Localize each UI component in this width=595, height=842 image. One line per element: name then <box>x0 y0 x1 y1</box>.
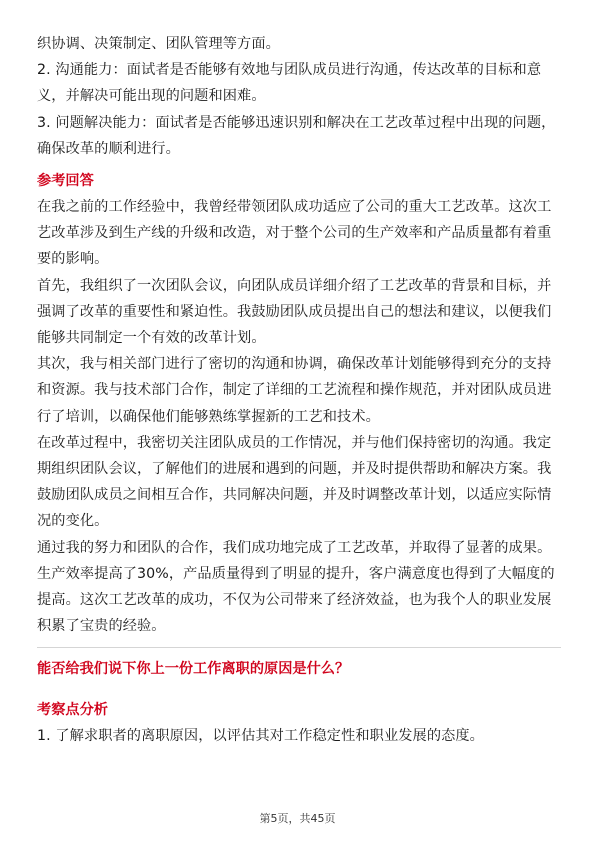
answer-paragraph-3: 其次，我与相关部门进行了密切的沟通和协调，确保改革计划能够得到充分的支持和资源。我与技术部门合作，制定了详细的工艺流程和操作规范，并对团队成员进行了培训，以确保他们能够熟练掌握新的工艺和技术。 <box>37 356 552 425</box>
analysis-point-1: 1. 了解求职者的离职原因，以评估其对工作稳定性和职业发展的态度。 <box>37 727 484 744</box>
question-title: 能否给我们说下你上一份工作离职的原因是什么？ <box>37 661 350 678</box>
answer-paragraph-4: 在改革过程中，我密切关注团队成员的工作情况，并与他们保持密切的沟通。我定期组织团队会议，了解他们的进展和遇到的问题，并及时提供帮助和解决方案。我鼓励团队成员之间相互合作，共同解决问题，并及时调整改革计划，以适应实际情况的变化。 <box>37 434 552 530</box>
intro-tail-text: 织协调、决策制定、团队管理等方面。 <box>37 36 280 52</box>
point-2-text: 2. 沟通能力：面试者是否能够有效地与团队成员进行沟通，传达改革的目标和意义，并解决可能出现的问题和困难。 <box>37 62 542 105</box>
answer-paragraph-1: 在我之前的工作经验中，我曾经带领团队成功适应了公司的重大工艺改革。这次工艺改革涉及到生产线的升级和改造，对于整个公司的生产效率和产品质量都有着重要的影响。 <box>37 199 552 268</box>
page-number: 第5页，共45页 <box>259 812 336 825</box>
answer-paragraph-5: 通过我的努力和团队的合作，我们成功地完成了工艺改革，并取得了显著的成果。生产效率提高了30%，产品质量得到了明显的提升，客户满意度也得到了大幅度的提高。这次工艺改革的成功，不仅为公司带来了经济效益，也为我个人的职业发展积累了宝贵的经验。 <box>37 539 555 635</box>
document-page <box>37 0 561 749</box>
answer-heading: 参考回答 <box>37 173 94 190</box>
point-3-text: 3. 问题解决能力：面试者是否能够迅速识别和解决在工艺改革过程中出现的问题，确保改革的顺利进行。 <box>37 114 556 157</box>
answer-paragraph-2: 首先，我组织了一次团队会议，向团队成员详细介绍了工艺改革的背景和目标，并强调了改革的重要性和紧迫性。我鼓励团队成员提出自己的想法和建议，以便我们能够共同制定一个有效的改革计划。 <box>37 277 552 347</box>
section-divider <box>37 647 561 648</box>
analysis-heading: 考察点分析 <box>37 701 108 718</box>
